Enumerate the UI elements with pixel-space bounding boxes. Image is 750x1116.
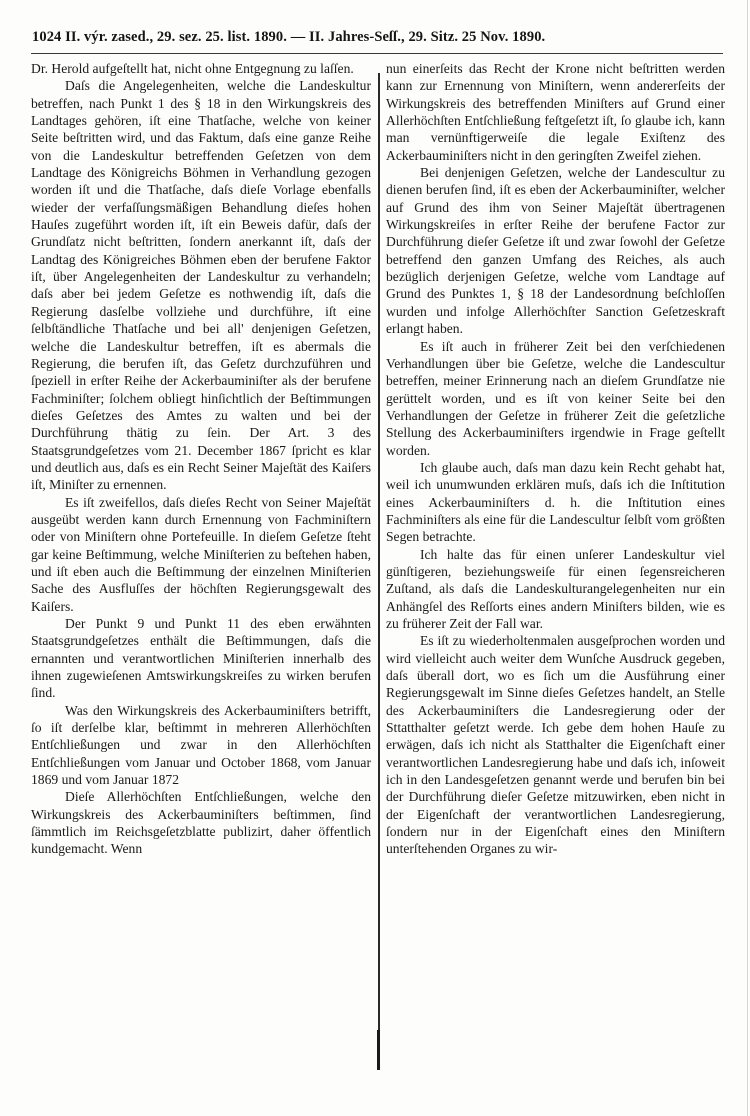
paragraph: Was den Wirkungskreis des Ackerbauminiſters betrifft, ſo iſt derſelbe klar, beſtimmt in mehreren Allerhöchſten Entſchließungen und zwar in den Allerhöchſten Entſchließungen vom Januar und October 1868, vom Januar 1869 und vom Januar 1872 xyxy=(31,702,371,788)
column-separator xyxy=(378,73,380,1033)
header-rule xyxy=(31,53,723,54)
paragraph: Ich halte das für einen unſerer Landeskultur viel günſtigeren, beziehungsweiſe für einen ſegensreicheren Zuſtand, als daſs die Landeskulturangelegenheiten nur ein Anhängſel des Reſſorts eines andern Miniſters bilden, wie es zu früherer Zeit der Fall war. xyxy=(386,546,725,631)
paragraph: Es iſt auch in früherer Zeit bei den verſchiedenen Verhandlungen über bie Geſetze, welche die Landescultur betreffen, meiner Erinnerung nach an dieſem Grundſatze nie gerüttelt worden, und es iſt von keiner Seite bei den Verhandlungen der Geſetze in früherer Zeit die geſetzliche Stellung des Ackerbauminiſters irgendwie in Frage geſtellt worden. xyxy=(386,338,725,458)
paragraph: Dieſe Allerhöchſten Entſchließungen, welche den Wirkungskreis des Ackerbauminiſters beſtimmen, ſind ſämmtlich im Reichsgeſetzblatte publizirt, daher öffentlich kundgemacht. Wenn xyxy=(31,789,371,857)
paragraph: Es iſt zu wiederholtenmalen ausgeſprochen worden und wird vielleicht auch weiter dem Wunſche Ausdruck gegeben, daſs überall dort, wo es ſich um die Ausführung einer Regierungsgewalt im Sinne dieſes Geſetzes handelt, an Stelle des Ackerbauminiſters die Landesregierung oder der Sttatthalter geſetzt werde. Ich gebe dem hohen Hauſe zu erwägen, daſs ich nicht als Statthalter die Eigenſchaft einer verantwortlichen Landesregierung habe und daſs ich, inſoweit ich in den Landesgeſetzen genannt werde und berufen bin bei der Durchführung dieſer Geſetze mitzuwirken, eben nicht in der Eigenſchaft der verantwortlichen Landesregierung, ſondern nur in der Eigenſchaft eines den Miniſtern unterſtehenden Organes zu wir- xyxy=(386,633,725,857)
column-separator-end xyxy=(377,1030,380,1070)
page-header: 1024 II. výr. zased., 29. sez. 25. list. 1890. — II. Jahres-Seſſ., 29. Sitz. 25 Nov. 1890. xyxy=(32,29,546,45)
paragraph: Der Punkt 9 und Punkt 11 des eben erwähnten Staatsgrundgeſetzes enthält die Beſtimmungen, daſs die ernannten und verantwortlichen Miniſterien innerhalb des ihnen zugewieſenen Amtswirkungskreiſes zu wirken berufen ſind. xyxy=(31,616,371,701)
paragraph: Dr. Herold aufgeſtellt hat, nicht ohne Entgegnung zu laſſen. xyxy=(31,61,354,76)
paragraph: nun einerſeits das Recht der Krone nicht beſtritten werden kann zur Ernennung von Miniſtern, wenn andererſeits der Wirkungskreis des betreffenden Miniſters auf Grund einer Allerhöchſten Entſchließung feſtgeſetzt iſt, ſo glaube ich, kann man vernünftigerweiſe die legale Exiſtenz des Ackerbauminiſters nicht in den geringſten Zweifel ziehen. xyxy=(386,61,725,163)
paragraph: Es iſt zweifellos, daſs dieſes Recht von Seiner Majeſtät ausgeübt werden kann durch Ernennung von Fachminiſtern oder von Miniſtern ohne Portefeuille. In dieſem Geſetze ſteht gar keine Beſtimmung, welche Miniſterien zu beſtehen haben, und iſt eben auch die Beſtimmung der einzelnen Miniſterien Sache des Ausfluſſes der höchſten Regierungsgewalt des Kaiſers. xyxy=(31,494,371,614)
paragraph: Bei denjenigen Geſetzen, welche der Landescultur zu dienen berufen ſind, iſt es eben der Ackerbauminiſter, welcher auf Grund des ihm von Seiner Majeſtät übertragenen Wirkungskreiſes in erſter Reihe der berufene Factor zur Durchführung dieſer Geſetze iſt und zwar ſowohl der Geſetze betreffend den ganzen Umfang des Reiches, als auch bezüglich derjenigen Geſetze, welche vom Landtage auf Grund des Punktes 1, § 18 der Landesordnung beſchloſſen wurden und infolge Allerhöchſter Sanction Geſetzeskraft erlangt haben. xyxy=(386,165,725,337)
left-column xyxy=(31,60,371,858)
page-edge xyxy=(747,0,748,1116)
right-column xyxy=(386,60,725,858)
paragraph: Ich glaube auch, daſs man dazu kein Recht gehabt hat, weil ich unumwunden erklären muſs, daſs ich die Inſtitution eines Ackerbauminiſters d. h. die Inſtitution eines Fachminiſters als eine für die Landescultur ſelbſt vom größten Segen betrachte. xyxy=(386,459,725,545)
paragraph: Daſs die Angelegenheiten, welche die Landeskultur betreffen, nach Punkt 1 des § 18 in den Wirkungskreis des Landtages gehören, iſt eine Thatſache, welche von keiner Seite beſtritten wird, und das Faktum, daſs eine ganze Reihe von die Landeskultur betreffenden Geſetzen von dem Landtage des Königreichs Böhmen in Verhandlung gezogen worden iſt und die Thatſache, daſs dieſe Vorlage ebenfalls wieder der verfaſſungsmäßigen Behandlung dieſes hohen Hauſes zugeführt worden iſt, iſt ein Beweis dafür, daſs der Grundſatz nicht beſtritten, ſondern anerkannt iſt, daſs der Landtag des Königreiches Böhmen eben der berufene Faktor iſt, über Angelegenheiten der Landeskultur zu verhandeln; daſs aber bei jedem Geſetze es nothwendig iſt, daſs die Regierung dasſelbe vollziehe und durchführe, iſt eine ſelbſtändliche Thatſache und bei all' denjenigen Geſetzen, welche die Landeskultur betreffen, iſt es abermals die Regierung, die berufen iſt, das Geſetz durchzuführen und ſpeziell in erſter Reihe der Ackerbauminiſter als der berufene Fachminiſter; ſolchem obliegt hinſichtlich der Beſtimmungen dieſes Geſetzes des Amtes zu walten und bei der Durchführung thätig zu ſein. Der Art. 3 des Staatsgrundgeſetzes vom 21. December 1867 ſpricht es klar und deutlich aus, daſs es ein Recht Seiner Majeſtät des Kaiſers iſt, Miniſter zu ernennen. xyxy=(31,78,371,493)
